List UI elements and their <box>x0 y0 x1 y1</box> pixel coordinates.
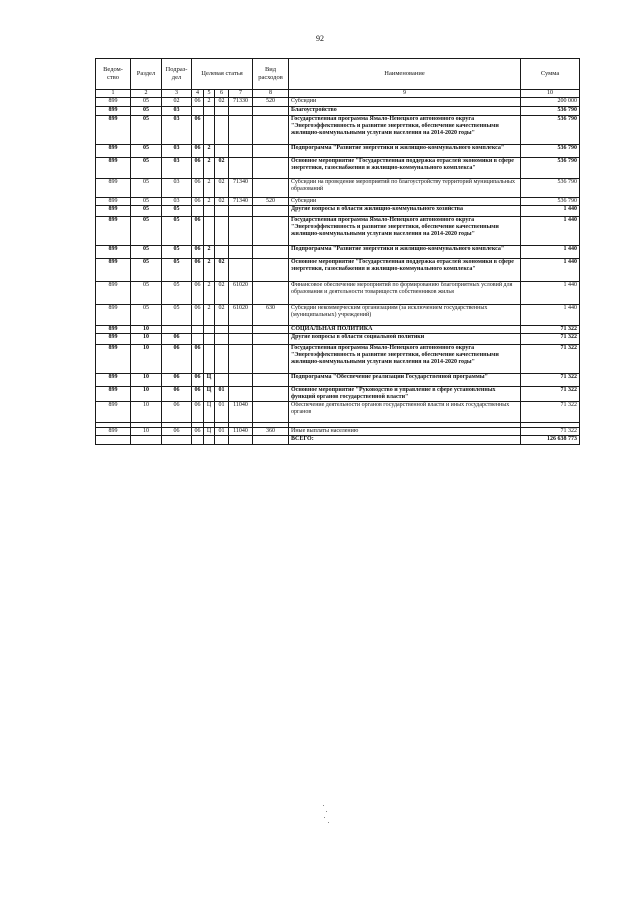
cell-subsection <box>162 326 192 334</box>
cell-direction <box>229 334 253 345</box>
cell-expense-type <box>253 259 289 282</box>
cell-department: 899 <box>96 179 131 198</box>
cell-sum: 71 322 <box>521 428 580 436</box>
cell-activity <box>215 107 229 116</box>
column-number: 9 <box>289 90 521 98</box>
cell-subprogram <box>204 326 215 334</box>
cell-program: 06 <box>192 428 204 436</box>
header-target-article: Целевая статья <box>192 59 253 90</box>
cell-name: Основное мероприятие "Руководство и управление в сфере установленных функций органов государственной власти" <box>289 387 521 402</box>
header-name: Наименование <box>289 59 521 90</box>
table-row <box>96 246 580 259</box>
cell-department: 899 <box>96 374 131 387</box>
cell-subsection: 05 <box>162 305 192 326</box>
cell-department: 899 <box>96 206 131 217</box>
cell-direction <box>229 107 253 116</box>
cell-name: Другие вопросы в области жилищно-коммунального хозяйства <box>289 206 521 217</box>
cell-department: 899 <box>96 387 131 402</box>
cell-subsection: 05 <box>162 246 192 259</box>
cell-subprogram: Ц <box>204 428 215 436</box>
cell-name: Государственная программа Ямало-Ненецкого автономного округа "Энергоэффективность и развитие энергетики, обеспечение качественными жилищно-коммунальными услугами населения на 2014-2020 годы" <box>289 345 521 374</box>
cell-name: Субсидии <box>289 198 521 206</box>
page-number: 92 <box>316 34 324 43</box>
cell-expense-type <box>253 217 289 246</box>
column-number: 7 <box>229 90 253 98</box>
cell-program: 06 <box>192 98 204 107</box>
cell-section: 10 <box>131 334 162 345</box>
cell-sum: 536 790 <box>521 179 580 198</box>
cell-section: 05 <box>131 145 162 158</box>
cell-expense-type: 520 <box>253 198 289 206</box>
cell-activity <box>215 145 229 158</box>
cell-name: ВСЕГО: <box>289 436 521 445</box>
column-number: 6 <box>215 90 229 98</box>
cell-expense-type <box>253 436 289 445</box>
cell-department: 899 <box>96 259 131 282</box>
cell-department: 899 <box>96 158 131 179</box>
cell-subsection: 06 <box>162 345 192 374</box>
column-number: 1 <box>96 90 131 98</box>
table-row <box>96 259 580 282</box>
cell-program <box>192 107 204 116</box>
cell-expense-type <box>253 116 289 145</box>
cell-direction <box>229 206 253 217</box>
cell-subsection: 03 <box>162 145 192 158</box>
column-number-row <box>96 90 580 98</box>
cell-name: Подпрограмма "Развитие энергетики и жилищно-коммунального комплекса" <box>289 246 521 259</box>
cell-sum: 1 440 <box>521 206 580 217</box>
cell-subsection: 03 <box>162 158 192 179</box>
cell-activity <box>215 116 229 145</box>
cell-activity <box>215 217 229 246</box>
cell-subprogram: 2 <box>204 158 215 179</box>
table-row <box>96 198 580 206</box>
cell-section: 05 <box>131 259 162 282</box>
cell-subprogram <box>204 107 215 116</box>
cell-expense-type <box>253 206 289 217</box>
cell-subprogram: 2 <box>204 246 215 259</box>
cell-subprogram: 2 <box>204 282 215 305</box>
header-section: Раздел <box>131 59 162 90</box>
cell-subprogram: 2 <box>204 259 215 282</box>
cell-subprogram <box>204 116 215 145</box>
cell-expense-type <box>253 402 289 423</box>
cell-direction <box>229 145 253 158</box>
cell-department: 899 <box>96 305 131 326</box>
cell-direction <box>229 387 253 402</box>
header-department: Ведом-ство <box>96 59 131 90</box>
table-row <box>96 345 580 374</box>
cell-subsection: 02 <box>162 98 192 107</box>
cell-direction <box>229 374 253 387</box>
cell-section: 05 <box>131 179 162 198</box>
table-row <box>96 98 580 107</box>
header-subsection: Подраз-дел <box>162 59 192 90</box>
cell-sum: 71 322 <box>521 402 580 423</box>
table-row <box>96 326 580 334</box>
table-row <box>96 374 580 387</box>
cell-activity: 01 <box>215 428 229 436</box>
cell-program: 06 <box>192 145 204 158</box>
table-body <box>96 90 580 445</box>
cell-name: Финансовое обеспечение мероприятий по формированию благоприятных условий для образования и деятельности товариществ собственников жилья <box>289 282 521 305</box>
cell-expense-type <box>253 246 289 259</box>
table-row <box>96 305 580 326</box>
cell-name: Другие вопросы в области социальной политики <box>289 334 521 345</box>
cell-activity: 01 <box>215 402 229 423</box>
cell-activity: 02 <box>215 305 229 326</box>
cell-direction <box>229 116 253 145</box>
scan-artifact <box>322 805 330 825</box>
cell-department: 899 <box>96 428 131 436</box>
cell-subsection <box>162 436 192 445</box>
table-row <box>96 206 580 217</box>
cell-activity: 02 <box>215 259 229 282</box>
column-number: 5 <box>204 90 215 98</box>
cell-department: 899 <box>96 402 131 423</box>
cell-sum: 71 322 <box>521 387 580 402</box>
cell-expense-type <box>253 387 289 402</box>
cell-name: Основное мероприятие "Государственная поддержка отраслей экономики в сфере энергетики, газоснабжения и жилищно-коммунального комплекса" <box>289 158 521 179</box>
table-row <box>96 217 580 246</box>
cell-program: 06 <box>192 345 204 374</box>
cell-subprogram: Ц <box>204 402 215 423</box>
cell-name: Субсидии некоммерческим организациям (за исключением государственных (муниципальных) учреждений) <box>289 305 521 326</box>
cell-subsection: 03 <box>162 179 192 198</box>
cell-activity <box>215 436 229 445</box>
cell-section: 10 <box>131 428 162 436</box>
cell-section: 05 <box>131 282 162 305</box>
cell-program: 06 <box>192 387 204 402</box>
cell-activity <box>215 246 229 259</box>
cell-expense-type: 520 <box>253 98 289 107</box>
cell-sum: 71 322 <box>521 334 580 345</box>
cell-activity: 02 <box>215 282 229 305</box>
cell-department <box>96 436 131 445</box>
cell-activity: 02 <box>215 98 229 107</box>
cell-department: 899 <box>96 107 131 116</box>
cell-sum: 1 440 <box>521 217 580 246</box>
cell-direction <box>229 326 253 334</box>
cell-sum: 1 440 <box>521 305 580 326</box>
cell-section: 05 <box>131 107 162 116</box>
cell-sum: 71 322 <box>521 326 580 334</box>
cell-section: 05 <box>131 98 162 107</box>
cell-direction <box>229 436 253 445</box>
cell-name: Обеспечение деятельности органов государственной власти и иных государственных органов <box>289 402 521 423</box>
cell-subsection: 06 <box>162 402 192 423</box>
cell-subsection: 05 <box>162 259 192 282</box>
cell-expense-type <box>253 282 289 305</box>
cell-subsection: 03 <box>162 116 192 145</box>
cell-direction <box>229 246 253 259</box>
cell-section: 10 <box>131 402 162 423</box>
cell-direction: 11040 <box>229 428 253 436</box>
cell-sum: 71 322 <box>521 374 580 387</box>
cell-subprogram: Ц <box>204 374 215 387</box>
cell-subprogram <box>204 217 215 246</box>
cell-direction: 11040 <box>229 402 253 423</box>
cell-activity: 02 <box>215 158 229 179</box>
cell-subprogram <box>204 206 215 217</box>
cell-department: 899 <box>96 282 131 305</box>
table-row <box>96 436 580 445</box>
cell-department: 899 <box>96 345 131 374</box>
table-row <box>96 334 580 345</box>
cell-subprogram: 2 <box>204 179 215 198</box>
cell-program: 06 <box>192 374 204 387</box>
cell-department: 899 <box>96 198 131 206</box>
cell-subsection: 05 <box>162 217 192 246</box>
cell-name: Государственная программа Ямало-Ненецкого автономного округа "Энергоэффективность и развитие энергетики, обеспечение качественными жилищно-коммунальными услугами населения на 2014-2020 годы" <box>289 217 521 246</box>
cell-department: 899 <box>96 116 131 145</box>
cell-sum: 126 638 773 <box>521 436 580 445</box>
cell-department: 899 <box>96 145 131 158</box>
cell-sum: 536 790 <box>521 116 580 145</box>
cell-section: 10 <box>131 387 162 402</box>
header-sum: Сумма <box>521 59 580 90</box>
cell-subsection: 05 <box>162 206 192 217</box>
cell-program: 06 <box>192 246 204 259</box>
cell-expense-type <box>253 334 289 345</box>
cell-subsection: 03 <box>162 198 192 206</box>
table-row <box>96 107 580 116</box>
cell-program <box>192 334 204 345</box>
cell-expense-type <box>253 179 289 198</box>
cell-direction <box>229 345 253 374</box>
cell-section: 05 <box>131 246 162 259</box>
cell-expense-type <box>253 326 289 334</box>
cell-subprogram <box>204 345 215 374</box>
cell-section: 10 <box>131 326 162 334</box>
cell-direction: 61020 <box>229 305 253 326</box>
cell-name: Субсидии на проведение мероприятий по благоустройству территорий муниципальных образований <box>289 179 521 198</box>
cell-sum: 1 440 <box>521 282 580 305</box>
table-row <box>96 428 580 436</box>
cell-section: 05 <box>131 158 162 179</box>
cell-subsection: 06 <box>162 387 192 402</box>
cell-subsection: 05 <box>162 282 192 305</box>
cell-name: Государственная программа Ямало-Ненецкого автономного округа "Энергоэффективность и развитие энергетики, обеспечение качественными жилищно-коммунальными услугами населения на 2014-2020 годы" <box>289 116 521 145</box>
cell-activity: 02 <box>215 198 229 206</box>
cell-subsection: 06 <box>162 428 192 436</box>
cell-sum: 71 322 <box>521 345 580 374</box>
cell-program: 06 <box>192 116 204 145</box>
table-row <box>96 282 580 305</box>
cell-activity <box>215 326 229 334</box>
cell-section: 05 <box>131 305 162 326</box>
cell-subprogram: 2 <box>204 198 215 206</box>
cell-sum: 1 440 <box>521 246 580 259</box>
cell-section: 05 <box>131 198 162 206</box>
column-number: 8 <box>253 90 289 98</box>
cell-direction: 61020 <box>229 282 253 305</box>
cell-section <box>131 436 162 445</box>
cell-sum: 200 000 <box>521 98 580 107</box>
cell-expense-type <box>253 374 289 387</box>
cell-expense-type: 360 <box>253 428 289 436</box>
cell-direction: 71330 <box>229 98 253 107</box>
cell-activity: 02 <box>215 179 229 198</box>
cell-expense-type <box>253 345 289 374</box>
cell-subprogram <box>204 436 215 445</box>
cell-subsection: 03 <box>162 107 192 116</box>
cell-subprogram: Ц <box>204 387 215 402</box>
cell-activity: 01 <box>215 387 229 402</box>
cell-sum: 1 440 <box>521 259 580 282</box>
cell-department: 899 <box>96 334 131 345</box>
cell-department: 899 <box>96 217 131 246</box>
cell-program: 06 <box>192 402 204 423</box>
cell-subsection: 06 <box>162 334 192 345</box>
cell-expense-type <box>253 158 289 179</box>
cell-expense-type: 630 <box>253 305 289 326</box>
cell-program: 06 <box>192 217 204 246</box>
column-number: 10 <box>521 90 580 98</box>
cell-subprogram: 2 <box>204 145 215 158</box>
cell-activity <box>215 345 229 374</box>
cell-subprogram: 2 <box>204 305 215 326</box>
cell-subprogram <box>204 334 215 345</box>
cell-activity <box>215 206 229 217</box>
header-row <box>96 59 580 90</box>
cell-section: 05 <box>131 217 162 246</box>
column-number: 4 <box>192 90 204 98</box>
cell-program <box>192 206 204 217</box>
table-row <box>96 179 580 198</box>
cell-program: 06 <box>192 282 204 305</box>
cell-subprogram: 2 <box>204 98 215 107</box>
table-row <box>96 402 580 423</box>
cell-direction <box>229 217 253 246</box>
cell-section: 10 <box>131 345 162 374</box>
cell-direction <box>229 259 253 282</box>
column-number: 2 <box>131 90 162 98</box>
table-row <box>96 387 580 402</box>
column-number: 3 <box>162 90 192 98</box>
cell-sum: 536 790 <box>521 145 580 158</box>
table-row <box>96 158 580 179</box>
cell-direction <box>229 158 253 179</box>
cell-sum: 536 790 <box>521 158 580 179</box>
cell-name: Подпрограмма "Развитие энергетики и жилищно-коммунального комплекса" <box>289 145 521 158</box>
cell-name: Субсидии <box>289 98 521 107</box>
cell-sum: 536 790 <box>521 198 580 206</box>
cell-expense-type <box>253 145 289 158</box>
cell-department: 899 <box>96 326 131 334</box>
cell-name: СОЦИАЛЬНАЯ ПОЛИТИКА <box>289 326 521 334</box>
cell-section: 05 <box>131 116 162 145</box>
cell-section: 10 <box>131 374 162 387</box>
cell-subsection: 06 <box>162 374 192 387</box>
cell-department: 899 <box>96 98 131 107</box>
header-expense-type: Вид расходов <box>253 59 289 90</box>
cell-name: Иные выплаты населению <box>289 428 521 436</box>
cell-program <box>192 326 204 334</box>
cell-direction: 71340 <box>229 198 253 206</box>
cell-name: Подпрограмма "Обеспечение реализации Государственной программы" <box>289 374 521 387</box>
budget-table <box>95 58 580 445</box>
cell-program: 06 <box>192 198 204 206</box>
cell-name: Основное мероприятие "Государственная поддержка отраслей экономики в сфере энергетики, газоснабжения и жилищно-коммунального комплекса" <box>289 259 521 282</box>
cell-expense-type <box>253 107 289 116</box>
cell-department: 899 <box>96 246 131 259</box>
cell-section: 05 <box>131 206 162 217</box>
cell-name: Благоустройство <box>289 107 521 116</box>
cell-sum: 536 790 <box>521 107 580 116</box>
cell-program <box>192 436 204 445</box>
cell-program: 06 <box>192 259 204 282</box>
table-row <box>96 145 580 158</box>
cell-direction: 71340 <box>229 179 253 198</box>
table-row <box>96 116 580 145</box>
cell-program: 06 <box>192 179 204 198</box>
cell-program: 06 <box>192 305 204 326</box>
cell-activity <box>215 334 229 345</box>
cell-activity <box>215 374 229 387</box>
cell-program: 06 <box>192 158 204 179</box>
